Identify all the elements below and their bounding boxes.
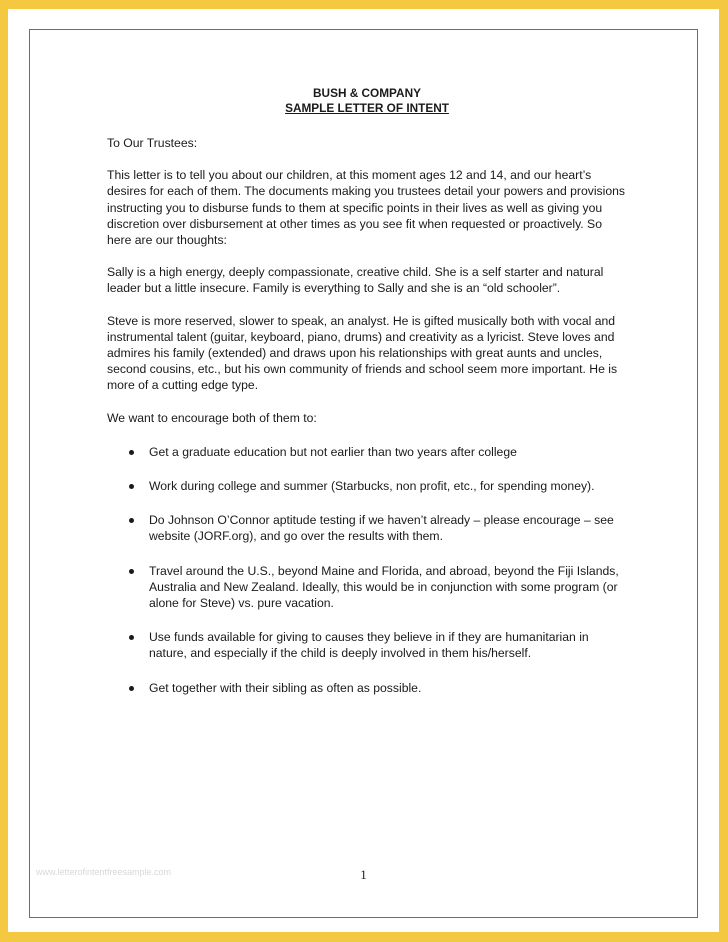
encouragement-intro: We want to encourage both of them to: — [107, 410, 317, 425]
bullet-icon — [129, 686, 134, 691]
letter-subtitle: SAMPLE LETTER OF INTENT — [285, 100, 449, 115]
paragraph-sally: Sally is a high energy, deeply compassionate, creative child. She is a self starter and natural leader but a little insecure. Family is everything to Sally and she is an “old schooler”. — [107, 265, 604, 296]
watermark-text: www.letterofintentfreesample.com — [36, 867, 172, 877]
paragraph-intro: This letter is to tell you about our children, at this moment ages 12 and 14, and our heart’s desires for each of them. The documents making you trustees detail your powers and provisions instructing you to disburse funds to them at specific points in their lives as well as giving you discretion over disbursement at other times as you see fit when requested or proactively. So here are our thoughts: — [107, 168, 626, 248]
list-item — [107, 680, 627, 696]
list-item-text: Use funds available for giving to causes they believe in if they are humanitarian in nature, and especially if the child is deeply involved in them his/herself. — [149, 630, 589, 661]
list-item-text: Do Johnson O’Connor aptitude testing if we haven’t already – please encourage – see website (JORF.org), and go over the results with them. — [149, 513, 614, 544]
list-item — [107, 444, 627, 460]
paragraph-steve: Steve is more reserved, slower to speak, an analyst. He is gifted musically both with vocal and instrumental talent (guitar, keyboard, piano, drums) and creativity as a lyricist. Steve loves and admires his family (extended) and draws upon his relationships with great aunts and uncles, second cousins, etc., but his own community of friends and school seem more important. He is more of a cutting edge type. — [107, 313, 618, 393]
company-name: BUSH & COMPANY — [313, 86, 421, 100]
list-item — [107, 563, 627, 612]
list-item-text: Work during college and summer (Starbucks, non profit, etc., for spending money). — [149, 479, 595, 494]
list-item-text: Get a graduate education but not earlier than two years after college — [149, 444, 517, 459]
list-item — [107, 478, 627, 494]
list-item — [107, 512, 627, 544]
list-item-text: Get together with their sibling as often as possible. — [149, 680, 422, 695]
bullet-icon — [129, 635, 134, 640]
bullet-icon — [129, 450, 134, 455]
document-page — [8, 9, 719, 932]
bullet-icon — [129, 484, 134, 489]
list-item-text: Travel around the U.S., beyond Maine and Florida, and abroad, beyond the Fiji Islands, Australia and New Zealand. Ideally, this would be in conjunction with some program (or alone for Steve) vs. pure vacation. — [149, 563, 619, 611]
encouragement-list — [107, 444, 627, 696]
list-item — [107, 629, 627, 661]
bullet-icon — [129, 569, 134, 574]
salutation: To Our Trustees: — [107, 136, 198, 150]
page-number: 1 — [360, 867, 367, 882]
letter-heading — [107, 86, 627, 115]
letter-content — [107, 86, 627, 714]
bullet-icon — [129, 518, 134, 523]
